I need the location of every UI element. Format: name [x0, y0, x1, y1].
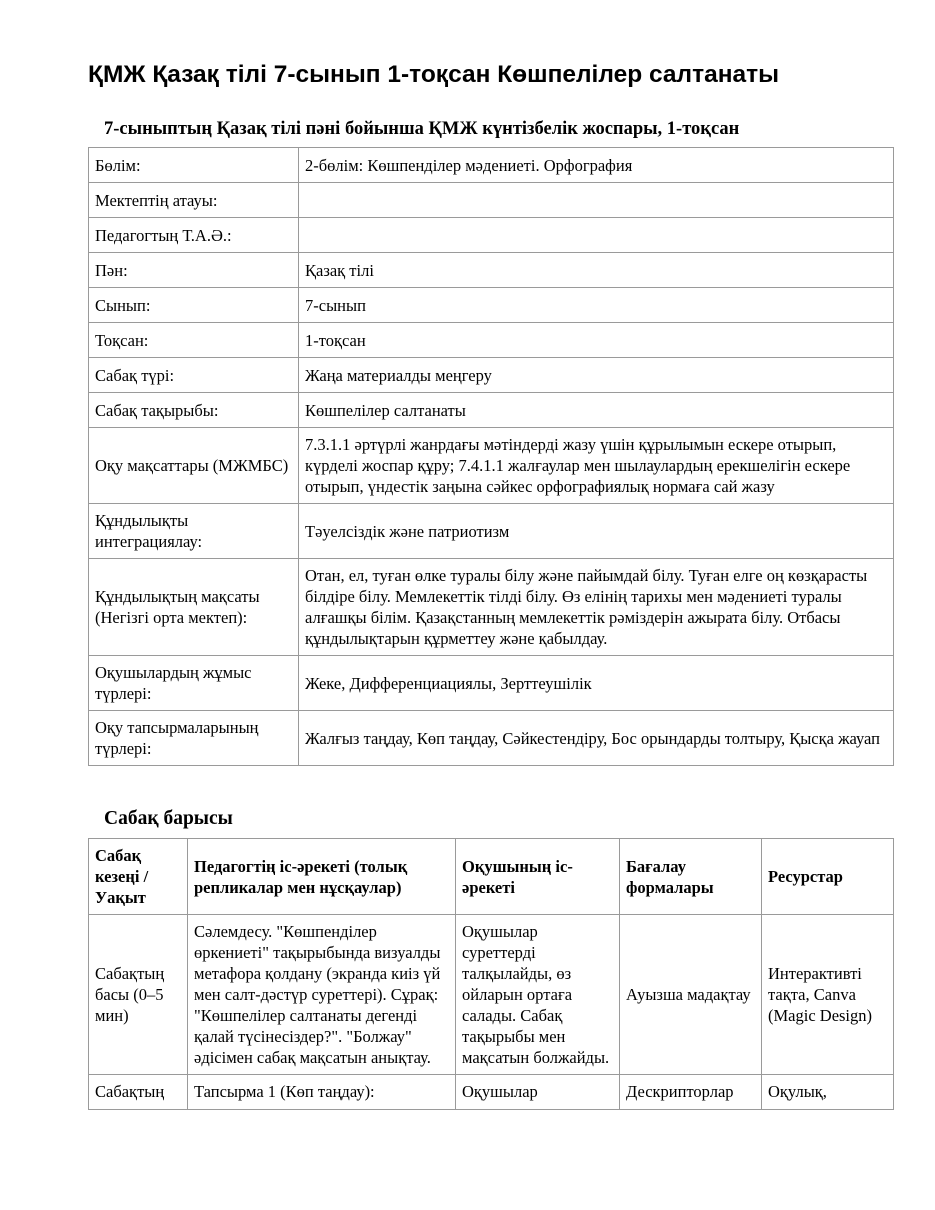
info-value: Жалғыз таңдау, Көп таңдау, Сәйкестендіру, Бос орындарды толтыру, Қысқа жауап: [299, 711, 894, 766]
info-row: [89, 504, 894, 559]
info-value: Жаңа материалды меңгеру: [299, 358, 894, 393]
info-value: 1-тоқсан: [299, 323, 894, 358]
info-row: [89, 393, 894, 428]
info-label: Педагогтың Т.А.Ә.:: [89, 218, 299, 253]
lesson-stage: Сабақтың: [89, 1075, 188, 1110]
info-value: 7.3.1.1 әртүрлі жанрдағы мәтіндерді жазу үшін құрылымын ескере отырып, күрделі жоспар құру; 7.4.1.1 жалғаулар мен шылаулардың ерекшелігін ескере отырып, үндестік заңына сәйкес орфографиялық нормаға сай жазу: [299, 428, 894, 504]
lesson-row: [89, 1075, 894, 1110]
lesson-row: [89, 915, 894, 1075]
lesson-assessment: Ауызша мадақтау: [620, 915, 762, 1075]
info-row: [89, 559, 894, 656]
lesson-assessment: Дескрипторлар: [620, 1075, 762, 1110]
info-label: Оқу мақсаттары (МЖМБС): [89, 428, 299, 504]
lesson-student-action: Оқушылар суреттерді талқылайды, өз ойларын ортаға салады. Сабақ тақырыбы мен мақсатын болжайды.: [456, 915, 620, 1075]
info-label: Сынып:: [89, 288, 299, 323]
info-row: [89, 323, 894, 358]
lesson-header-row: [89, 839, 894, 915]
header-assessment: Бағалау формалары: [620, 839, 762, 915]
header-stage: Сабақ кезеңі / Уақыт: [89, 839, 188, 915]
info-row: [89, 428, 894, 504]
info-value: 2-бөлім: Көшпенділер мәдениеті. Орфография: [299, 148, 894, 183]
info-value: [299, 218, 894, 253]
info-row: [89, 288, 894, 323]
lesson-teacher-action: Тапсырма 1 (Көп таңдау):: [188, 1075, 456, 1110]
info-value: Жеке, Дифференциациялы, Зерттеушілік: [299, 656, 894, 711]
lesson-flow-table: [88, 838, 894, 1110]
info-label: Құндылықтың мақсаты (Негізгі орта мектеп):: [89, 559, 299, 656]
info-value: Көшпелілер салтанаты: [299, 393, 894, 428]
document-title: ҚМЖ Қазақ тілі 7-сынып 1-тоқсан Көшпелілер салтанаты: [88, 61, 780, 88]
info-label: Бөлім:: [89, 148, 299, 183]
info-label: Оқу тапсырмаларының түрлері:: [89, 711, 299, 766]
lesson-student-action: Оқушылар: [456, 1075, 620, 1110]
info-label: Пән:: [89, 253, 299, 288]
lesson-resources: Интерактивті тақта, Canva (Magic Design): [762, 915, 894, 1075]
info-label: Тоқсан:: [89, 323, 299, 358]
info-row: [89, 148, 894, 183]
info-label: Оқушылардың жұмыс түрлері:: [89, 656, 299, 711]
info-row: [89, 183, 894, 218]
info-label: Құндылықты интеграциялау:: [89, 504, 299, 559]
info-row: [89, 253, 894, 288]
header-student: Оқушының іс-әрекеті: [456, 839, 620, 915]
info-label: Мектептің атауы:: [89, 183, 299, 218]
info-row: [89, 218, 894, 253]
info-value: Тәуелсіздік және патриотизм: [299, 504, 894, 559]
info-label: Сабақ түрі:: [89, 358, 299, 393]
info-row: [89, 656, 894, 711]
info-value: [299, 183, 894, 218]
header-resources: Ресурстар: [762, 839, 894, 915]
header-teacher: Педагогтің іс-әрекеті (толық репликалар мен нұсқаулар): [188, 839, 456, 915]
info-label: Сабақ тақырыбы:: [89, 393, 299, 428]
info-row: [89, 711, 894, 766]
lesson-resources: Оқулық,: [762, 1075, 894, 1110]
info-value: 7-сынып: [299, 288, 894, 323]
lesson-info-table: [88, 147, 894, 766]
plan-subtitle: 7-сыныптың Қазақ тілі пәні бойынша ҚМЖ күнтізбелік жоспары, 1-тоқсан: [104, 119, 740, 139]
lesson-stage: Сабақтың басы (0–5 мин): [89, 915, 188, 1075]
lesson-teacher-action: Сәлемдесу. "Көшпенділер өркениеті" тақырыбында визуалды метафора қолдану (экранда киіз үй мен салт-дәстүр суреттері). Сұрақ: "Көшпелілер салтанаты дегенді қалай түсінесіздер?". "Болжау" әдісімен сабақ мақсатын анықтау.: [188, 915, 456, 1075]
info-value: Отан, ел, туған өлке туралы білу және пайымдай білу. Туған елге оң көзқарасты білдіре білу. Мемлекеттік тілді білу. Өз елінің тарихы мен мәдениеті туралы алғашқы білім. Қазақстанның мемлекеттік рәміздерін ажырата білу. Отбасы құндылықтарын құрметтеу және қабылдау.: [299, 559, 894, 656]
info-row: [89, 358, 894, 393]
lesson-section-title: Сабақ барысы: [104, 808, 233, 829]
info-value: Қазақ тілі: [299, 253, 894, 288]
